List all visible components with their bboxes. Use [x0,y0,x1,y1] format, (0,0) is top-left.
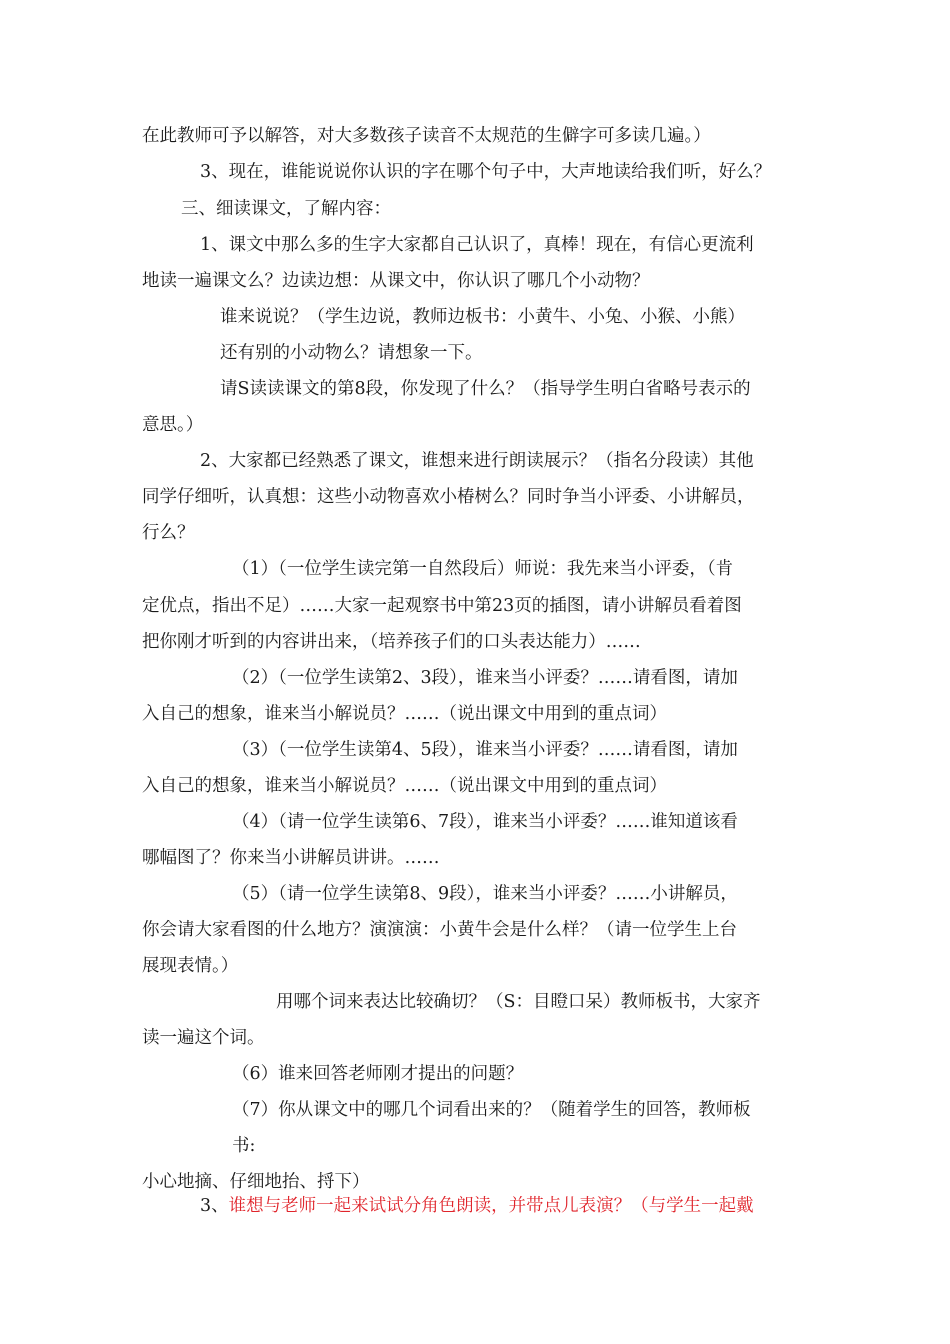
text-line-6: 谁来说说？（学生边说，教师边板书：小黄牛、小兔、小猴、小熊） [220,307,745,327]
text-line-12: 行么？ [142,523,195,543]
text-line-4: 1、课文中那么多的生字大家都自己认识了，真棒！现在，有信心更流利 [200,235,754,255]
text-line-2: 3、现在，谁能说说你认识的字在哪个句子中，大声地读给我们听，好么？ [200,162,772,182]
text-line-29: 书: [232,1136,256,1156]
text-line-8: 请S读读课文的第8段，你发现了什么？（指导学生明白省略号表示的 [220,379,751,399]
text-line-14: 定优点，指出不足）……大家一起观察书中第23页的插图，请小讲解员看着图 [142,596,742,616]
text-line-24: 展现表情。） [142,956,239,976]
text-line-25: 用哪个词来表达比较确切？（S：目瞪口呆）教师板书，大家齐 [276,992,761,1012]
text-line-11: 同学仔细听，认真想：这些小动物喜欢小椿树么？同时争当小评委、小讲解员， [142,487,755,507]
text-line-15: 把你刚才听到的内容讲出来，（培养孩子们的口头表达能力）…… [142,632,641,652]
text-line-30: 小心地摘、仔细地抬、捋下） [142,1172,370,1192]
text-line-21: 哪幅图了？你来当小讲解员讲讲。…… [142,848,440,868]
section-heading: 三、细读课文，了解内容： [181,199,391,219]
text-line-10: 2、大家都已经熟悉了课文，谁想来进行朗读展示？（指名分段读）其他 [200,451,754,471]
highlighted-text: 谁想与老师一起来试试分角色朗读，并带点儿表演？（与学生一起戴 [228,1196,754,1216]
item-number: 3、 [200,1196,229,1216]
text-line-17: 入自己的想象，谁来当小解说员？……（说出课文中用到的重点词） [142,704,667,724]
text-line-26: 读一遍这个词。 [142,1028,265,1048]
text-line-22: （5）（请一位学生读第8、9段），谁来当小评委？……小讲解员， [232,884,738,904]
text-line-16: （2）（一位学生读第2、3段），谁来当小评委？……请看图，请加 [232,668,738,688]
text-line-27: （6）谁来回答老师刚才提出的问题？ [232,1064,524,1084]
text-line-31 [200,1194,754,1218]
text-line-28: （7）你从课文中的哪几个词看出来的？（随着学生的回答，教师板 [232,1100,751,1120]
text-line-23: 你会请大家看图的什么地方？演演演：小黄牛会是什么样？（请一位学生上台 [142,920,737,940]
text-line-7: 还有别的小动物么？请想象一下。 [220,343,483,363]
text-line-1: 在此教师可予以解答，对大多数孩子读音不太规范的生僻字可多读几遍。） [142,126,711,146]
text-line-20: （4）（请一位学生读第6、7段），谁来当小评委？……谁知道该看 [232,812,738,832]
text-line-13: （1）（一位学生读完第一自然段后）师说：我先来当小评委，（肯 [232,559,734,579]
text-line-9: 意思。） [142,415,204,435]
text-line-19: 入自己的想象，谁来当小解说员？……（说出课文中用到的重点词） [142,776,667,796]
text-line-5: 地读一遍课文么？边读边想：从课文中，你认识了哪几个小动物？ [142,271,650,291]
text-line-18: （3）（一位学生读第4、5段），谁来当小评委？……请看图，请加 [232,740,738,760]
